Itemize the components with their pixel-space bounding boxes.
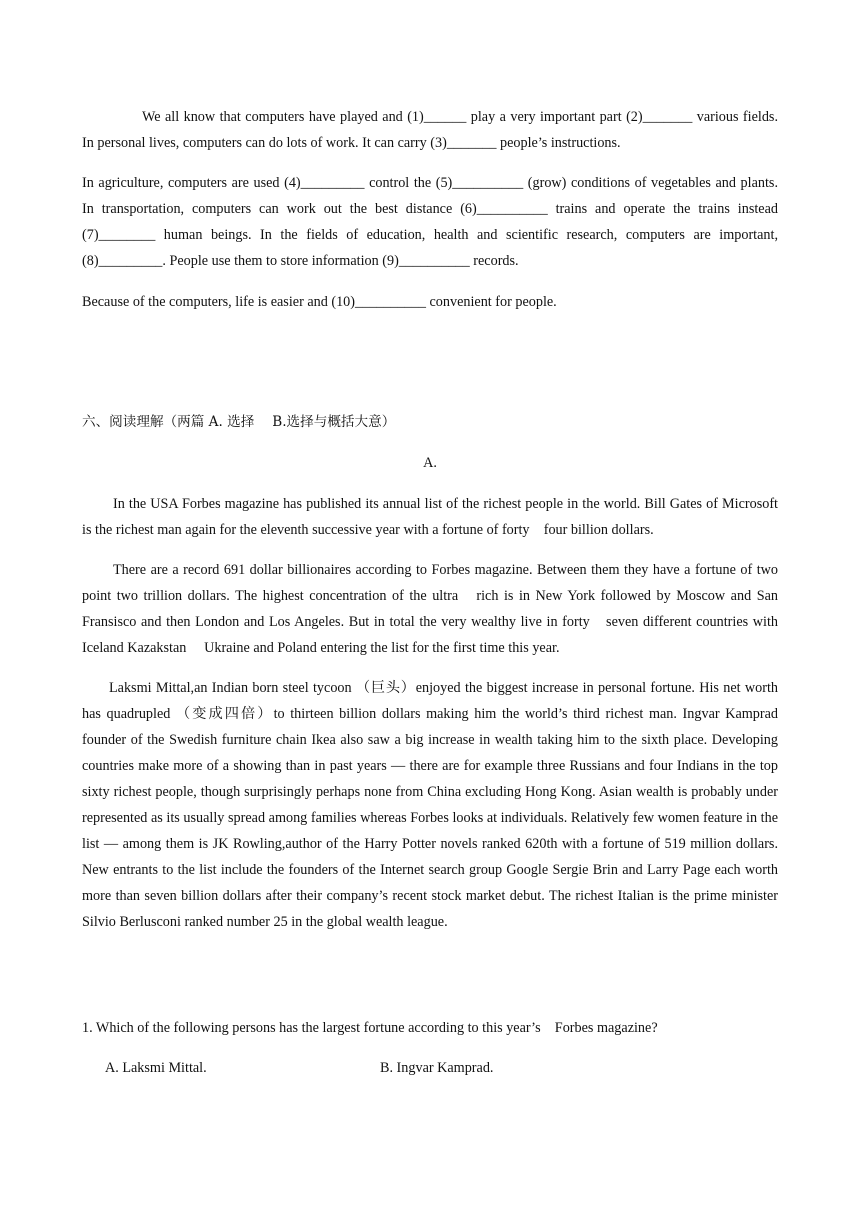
passage-paragraph-3: Laksmi Mittal,an Indian born steel tycoon （巨头）enjoyed the biggest increase in personal fortune. His net worth has quadrupled （变成四倍）to thirteen billion dollars making him the world’s third richest man. Ingvar Kamprad founder of the Swedish furniture chain Ikea also saw a big increase in wealth taking him to the sixth place. Developing countries make more of a showing than in past years — there are for example three Russians and four Indians in the top sixty richest people, though surprisingly perhaps none from China excluding Hong Kong. Asian wealth is probably under represented as its usually spread among families whereas Forbes looks at individuals. Relatively few women feature in the list — among them is JK Rowling,author of the Harry Potter novels ranked 620th with a fortune of 519 million dollars. New entrants to the list include the founders of the Internet search group Google Sergie Brin and Larry Page each worth more than seven billion dollars after their company’s recent stock market debut. The richest Italian is the prime minister Silvio Berlusconi ranked number 25 in the global wealth league. <box>82 680 793 930</box>
cloze-paragraph-1: We all know that computers have played and (1)______ play a very important part (2)_______ various fields. In personal lives, computers can do lots of work. It can carry (3)_______ people’s instructions. <box>82 109 778 151</box>
option-b: B. Ingvar Kamprad. <box>380 1060 494 1076</box>
passage-label: A. <box>423 455 437 471</box>
section-heading: 六、阅读理解（两篇 A. 选择 B.选择与概括大意） <box>82 414 396 430</box>
option-a: A. Laksmi Mittal. <box>105 1060 207 1076</box>
passage-paragraph-1: In the USA Forbes magazine has published its annual list of the richest people in the world. Bill Gates of Microsoft is the richest man again for the eleventh successive year with a fortune of forty four billion dollars. <box>82 496 778 538</box>
cloze-paragraph-2: In agriculture, computers are used (4)_________ control the (5)__________ (grow) conditions of vegetables and plants. In transportation, computers can work out the best distance (6)__________ trains and operate the trains instead (7)________ human beings. In the fields of education, health and scientific research, computers are important, (8)_________. People use them to store information (9)__________ records. <box>82 175 778 269</box>
passage-paragraph-2: There are a record 691 dollar billionaires according to Forbes magazine. Between them they have a fortune of two point two trillion dollars. The highest concentration of the ultra rich is in New York followed by Moscow and San Fransisco and then London and Los Angeles. But in total the very wealthy live in forty seven different countries with Iceland Kazakstan Ukraine and Poland entering the list for the first time this year. <box>82 562 778 656</box>
cloze-paragraph-3: Because of the computers, life is easier and (10)__________ convenient for people. <box>82 294 557 310</box>
question-stem: 1. Which of the following persons has the largest fortune according to this year’s Forbes magazine? <box>82 1020 658 1036</box>
